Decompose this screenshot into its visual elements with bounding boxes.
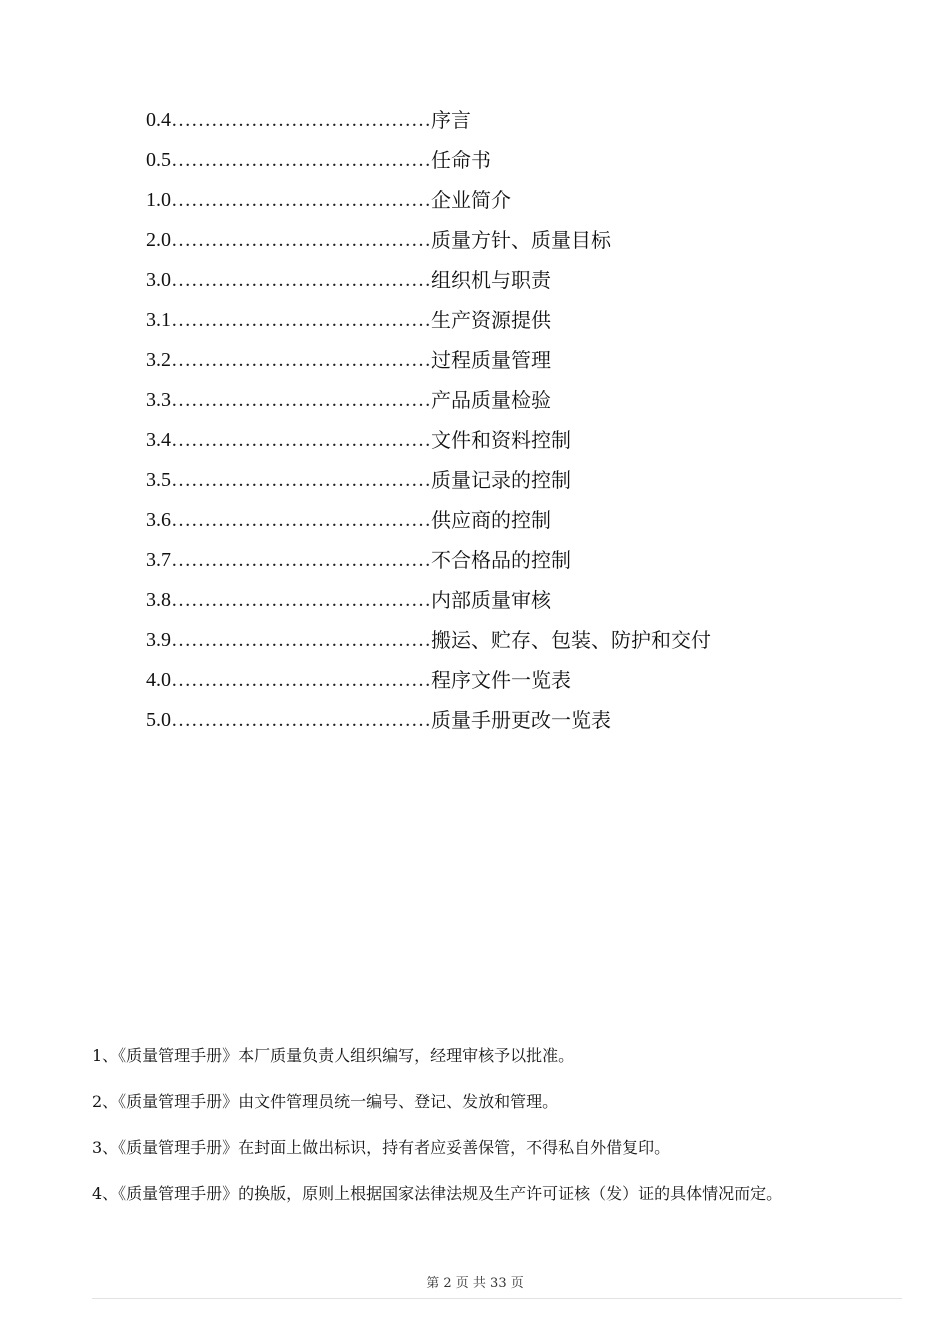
toc-entry-title: 任命书 (431, 148, 491, 172)
table-of-contents (146, 100, 846, 740)
toc-entry (146, 220, 846, 260)
toc-entry-title: 质量方针、质量目标 (431, 228, 611, 252)
toc-entry (146, 340, 846, 380)
manual-notes (92, 1043, 892, 1237)
toc-entry-title: 组织机与职责 (431, 268, 551, 292)
toc-entry-number: 0.4 (146, 109, 171, 131)
toc-entry-title: 序言 (431, 108, 471, 132)
note-paragraph: 2、《质量管理手册》由文件管理员统一编号、登记、发放和管理。 (92, 1092, 559, 1111)
toc-entry (146, 580, 846, 620)
toc-entry (146, 100, 846, 140)
toc-leader-dots: ………………………………… (171, 589, 431, 611)
toc-entry-number: 3.0 (146, 269, 171, 291)
toc-leader-dots: ………………………………… (171, 509, 431, 531)
toc-entry-number: 3.5 (146, 469, 171, 491)
toc-entry-title: 内部质量审核 (431, 588, 551, 612)
toc-entry-number: 3.4 (146, 429, 171, 451)
footer-divider (92, 1298, 902, 1299)
toc-leader-dots: ………………………………… (171, 469, 431, 491)
toc-entry-number: 3.3 (146, 389, 171, 411)
toc-entry (146, 660, 846, 700)
toc-entry-title: 搬运、贮存、包装、防护和交付 (431, 628, 711, 652)
toc-entry-title: 产品质量检验 (431, 388, 551, 412)
note-paragraph: 4、《质量管理手册》的换版，原则上根据国家法律法规及生产许可证核（发）证的具体情况而定。 (92, 1184, 783, 1203)
toc-entry (146, 500, 846, 540)
toc-entry (146, 140, 846, 180)
toc-entry-title: 不合格品的控制 (431, 548, 571, 572)
toc-entry-title: 程序文件一览表 (431, 668, 571, 692)
note-paragraph: 3、《质量管理手册》在封面上做出标识，持有者应妥善保管，不得私自外借复印。 (92, 1138, 671, 1157)
toc-entry-number: 0.5 (146, 149, 171, 171)
toc-entry-title: 生产资源提供 (431, 308, 551, 332)
note-paragraph: 1、《质量管理手册》本厂质量负责人组织编写，经理审核予以批准。 (92, 1046, 575, 1065)
toc-leader-dots: ………………………………… (171, 349, 431, 371)
toc-leader-dots: ………………………………… (171, 189, 431, 211)
toc-entry-title: 过程质量管理 (431, 348, 551, 372)
toc-entry (146, 380, 846, 420)
toc-leader-dots: ………………………………… (171, 389, 431, 411)
toc-entry-number: 4.0 (146, 669, 171, 691)
toc-entry-number: 3.9 (146, 629, 171, 651)
toc-leader-dots: ………………………………… (171, 269, 431, 291)
toc-entry-title: 供应商的控制 (431, 508, 551, 532)
toc-leader-dots: ………………………………… (171, 709, 431, 731)
toc-entry-title: 质量手册更改一览表 (431, 708, 611, 732)
toc-entry (146, 540, 846, 580)
toc-entry-number: 3.7 (146, 549, 171, 571)
toc-entry-number: 5.0 (146, 709, 171, 731)
page-footer: 第 2 页 共 33 页 (426, 1276, 524, 1291)
toc-entry (146, 460, 846, 500)
toc-entry-title: 质量记录的控制 (431, 468, 571, 492)
toc-leader-dots: ………………………………… (171, 629, 431, 651)
toc-leader-dots: ………………………………… (171, 149, 431, 171)
toc-leader-dots: ………………………………… (171, 109, 431, 131)
toc-entry-number: 2.0 (146, 229, 171, 251)
toc-entry (146, 700, 846, 740)
toc-entry-title: 文件和资料控制 (431, 428, 571, 452)
toc-entry (146, 420, 846, 460)
toc-entry-number: 3.2 (146, 349, 171, 371)
toc-entry-number: 3.1 (146, 309, 171, 331)
toc-entry-number: 1.0 (146, 189, 171, 211)
toc-entry-title: 企业简介 (431, 188, 511, 212)
toc-leader-dots: ………………………………… (171, 429, 431, 451)
toc-entry-number: 3.6 (146, 509, 171, 531)
toc-entry (146, 620, 846, 660)
toc-entry-number: 3.8 (146, 589, 171, 611)
toc-entry (146, 300, 846, 340)
toc-entry (146, 180, 846, 220)
toc-leader-dots: ………………………………… (171, 549, 431, 571)
toc-entry (146, 260, 846, 300)
toc-leader-dots: ………………………………… (171, 309, 431, 331)
toc-leader-dots: ………………………………… (171, 229, 431, 251)
toc-leader-dots: ………………………………… (171, 669, 431, 691)
